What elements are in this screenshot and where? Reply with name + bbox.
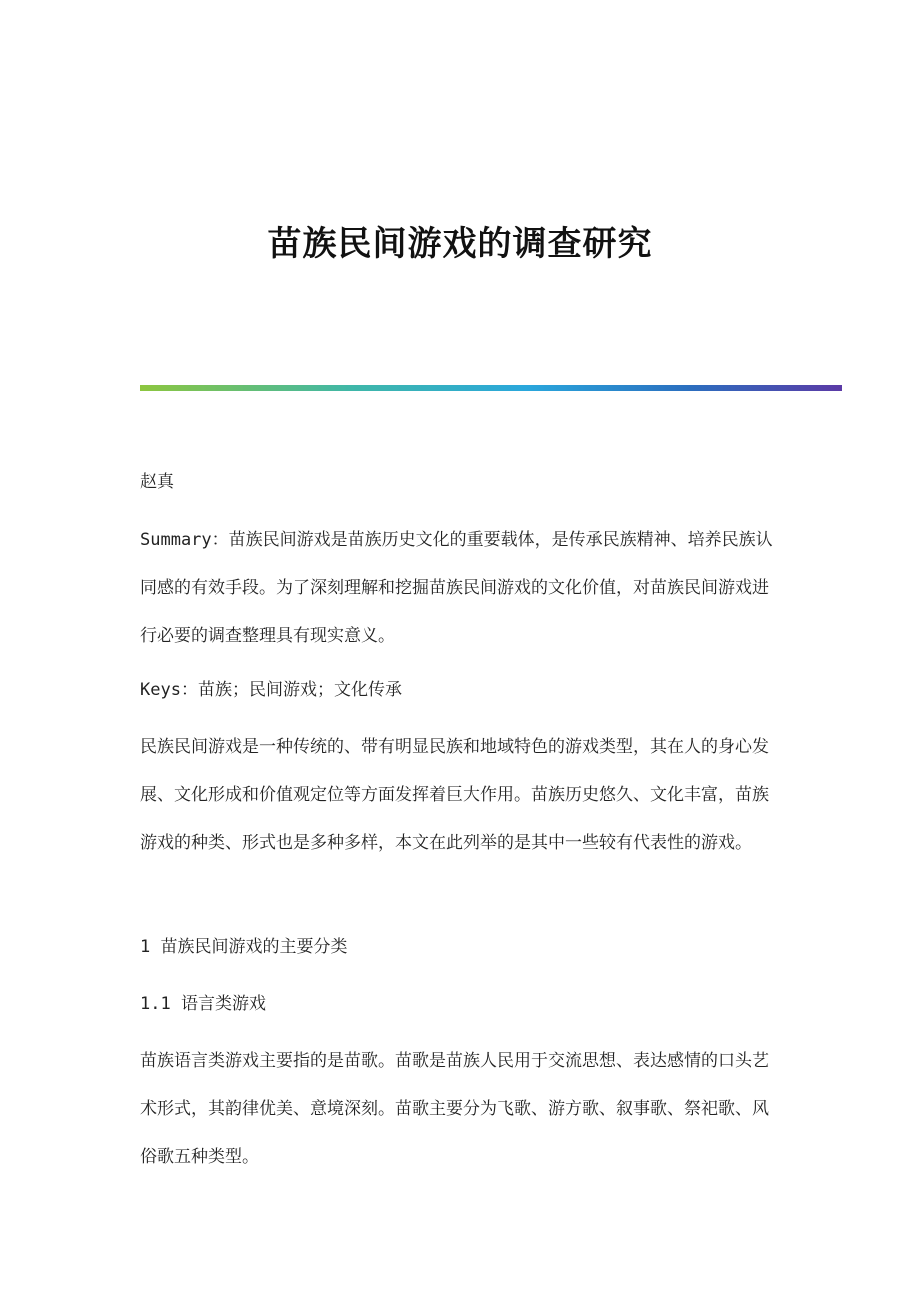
document-title: 苗族民间游戏的调查研究 bbox=[267, 224, 653, 264]
keywords-line: Keys：苗族；民间游戏；文化传承 bbox=[140, 680, 402, 700]
intro-paragraph: 民族民间游戏是一种传统的、带有明显民族和地域特色的游戏类型，其在人的身心发展、文化形成和价值观定位等方面发挥着巨大作用。苗族历史悠久、文化丰富，苗族游戏的种类、形式也是多种多样，本文在此列举的是其中一些较有代表性的游戏。 bbox=[140, 737, 769, 853]
section-heading-1: 1 苗族民间游戏的主要分类 bbox=[140, 937, 348, 957]
summary-paragraph: Summary：苗族民间游戏是苗族历史文化的重要载体，是传承民族精神、培养民族认同感的有效手段。为了深刻理解和挖掘苗族民间游戏的文化价值，对苗族民间游戏进行必要的调查整理具有现实意义。 bbox=[140, 530, 773, 646]
subsection-heading-1-1: 1.1 语言类游戏 bbox=[140, 994, 266, 1014]
title-divider bbox=[140, 385, 842, 391]
author-name: 赵真 bbox=[140, 472, 174, 492]
language-games-paragraph: 苗族语言类游戏主要指的是苗歌。苗歌是苗族人民用于交流思想、表达感情的口头艺术形式，其韵律优美、意境深刻。苗歌主要分为飞歌、游方歌、叙事歌、祭祀歌、风俗歌五种类型。 bbox=[140, 1051, 769, 1167]
